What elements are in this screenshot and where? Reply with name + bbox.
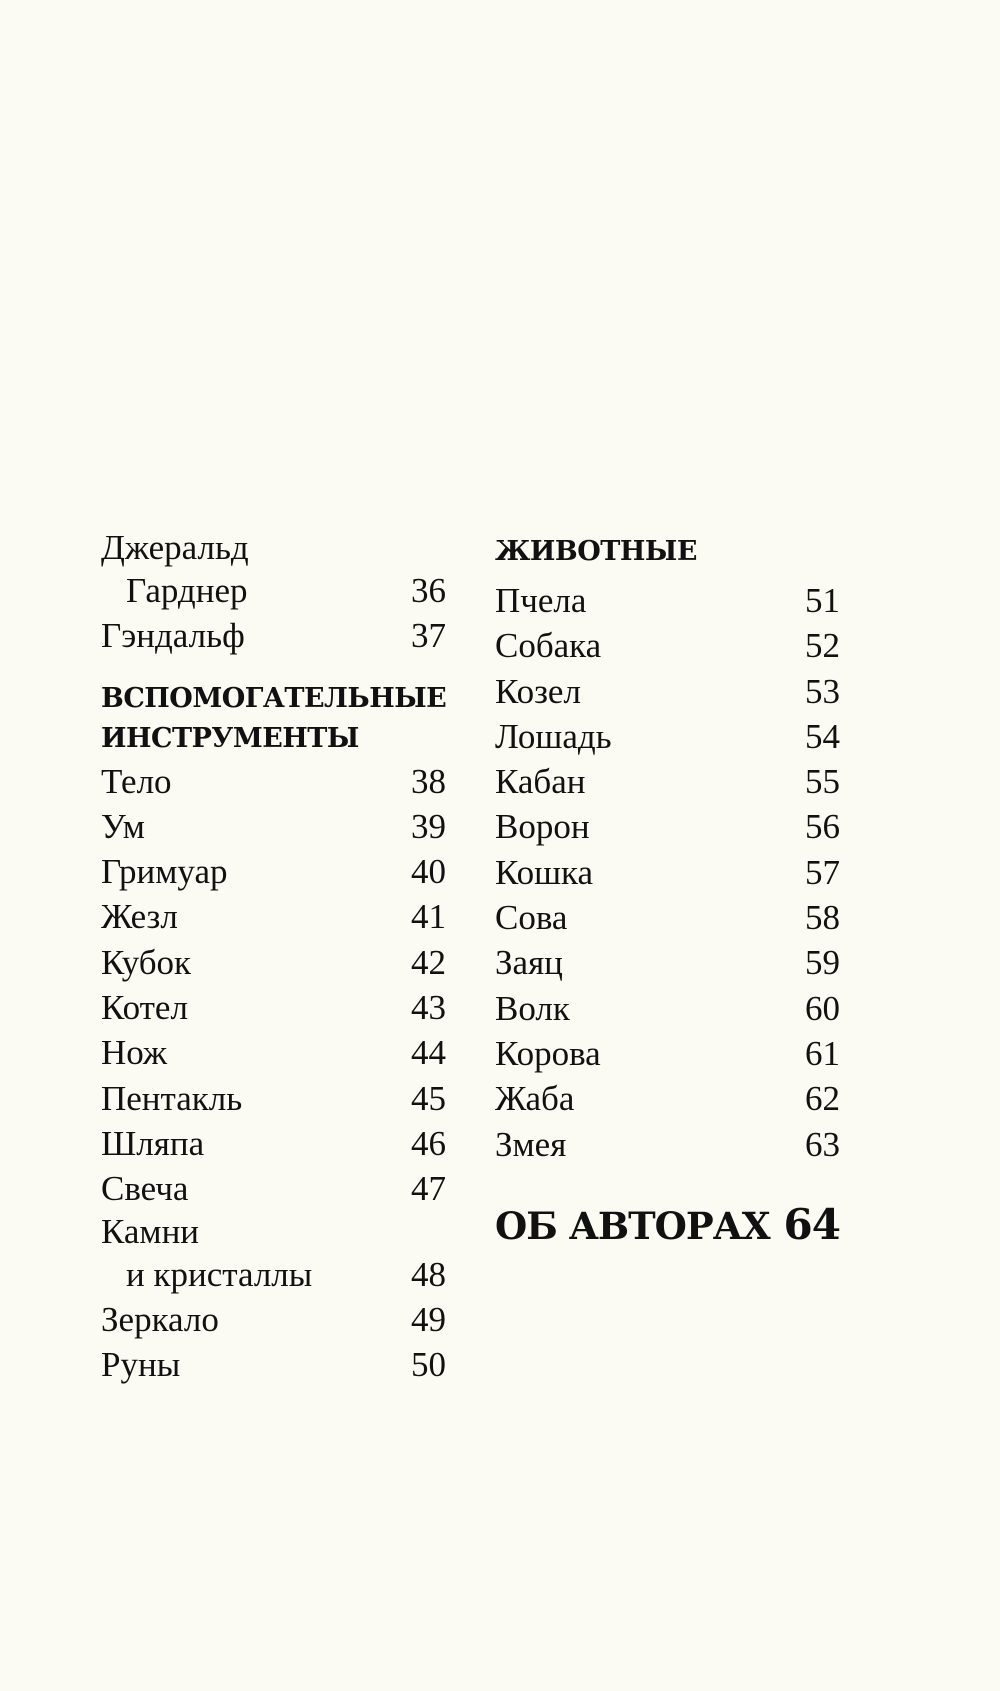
toc-entry[interactable] — [101, 1166, 446, 1211]
toc-entry[interactable] — [101, 1030, 446, 1075]
toc-entry-page: 58 — [805, 898, 840, 938]
toc-entry-title: Пентакль — [101, 1078, 243, 1118]
toc-entry-page: 47 — [411, 1169, 446, 1209]
toc-entry-title: Нож — [101, 1033, 168, 1073]
toc-entry-page: 55 — [805, 762, 840, 802]
toc-entry[interactable] — [101, 1121, 446, 1166]
toc-entry-title: Кошка — [495, 852, 594, 892]
toc-entry-title: Лошадь — [495, 716, 612, 756]
toc-entry-title: Ворон — [495, 807, 590, 847]
toc-entry[interactable] — [495, 578, 840, 623]
toc-entry-page: 42 — [411, 942, 446, 982]
toc-entry-title-line1: Камни — [101, 1211, 200, 1251]
toc-entry[interactable] — [495, 759, 840, 804]
toc-entry-page: 40 — [411, 852, 446, 892]
section-heading-line2: ИНСТРУМЕНТЫ — [101, 722, 359, 754]
toc-entry-title: Гэндальф — [101, 616, 245, 656]
toc-entry[interactable] — [495, 986, 840, 1031]
toc-entry-title: Жаба — [495, 1079, 575, 1119]
toc-entry-page: 44 — [411, 1033, 446, 1073]
toc-entry-page: 60 — [805, 988, 840, 1028]
toc-entry-page: 64 — [783, 1199, 840, 1249]
toc-entry-title-line1: Джеральд — [101, 528, 249, 567]
toc-entry-title: Котел — [101, 988, 188, 1028]
toc-entry[interactable] — [101, 940, 446, 985]
toc-entry-page: 63 — [805, 1124, 840, 1164]
toc-entry[interactable] — [101, 1342, 446, 1387]
toc-entry-page: 53 — [805, 671, 840, 711]
toc-left-column — [101, 528, 446, 1387]
toc-entry[interactable] — [495, 940, 840, 985]
toc-entry[interactable] — [495, 623, 840, 668]
toc-entry-page: 39 — [411, 806, 446, 846]
toc-right-column — [495, 528, 840, 1256]
toc-entry-title: Свеча — [101, 1169, 189, 1209]
toc-entry[interactable] — [101, 613, 446, 658]
toc-entry-title: Волк — [495, 988, 570, 1028]
toc-entry[interactable] — [101, 985, 446, 1030]
toc-entry-page: 57 — [805, 852, 840, 892]
toc-entry-title: Козел — [495, 671, 581, 711]
toc-entry[interactable] — [101, 849, 446, 894]
toc-entry-title: Змея — [495, 1124, 567, 1164]
toc-entry[interactable] — [495, 1031, 840, 1076]
toc-entry-page: 46 — [411, 1123, 446, 1163]
toc-entry[interactable] — [495, 669, 840, 714]
toc-entry[interactable] — [495, 1076, 840, 1121]
toc-entry-title: Пчела — [495, 581, 587, 620]
toc-entry-page: 59 — [805, 943, 840, 983]
toc-entry[interactable] — [495, 895, 840, 940]
toc-entry-page: 62 — [805, 1079, 840, 1119]
spacer — [101, 659, 446, 679]
toc-entry-title: Кабан — [495, 762, 586, 802]
toc-entry-page: 45 — [411, 1078, 446, 1118]
toc-entry-title: Руны — [101, 1345, 181, 1385]
toc-entry-page: 54 — [805, 716, 840, 756]
toc-entry-title: Собака — [495, 626, 602, 666]
toc-entry-page: 49 — [411, 1299, 446, 1339]
toc-entry-page: 48 — [411, 1254, 446, 1294]
section-heading-animals: ЖИВОТНЫЕ — [495, 536, 697, 567]
toc-entry-title: ОБ АВТОРАХ — [495, 1203, 770, 1248]
toc-entry-title: Сова — [495, 898, 568, 938]
toc-entry-title: Гримуар — [101, 852, 228, 892]
toc-entry[interactable] — [495, 1122, 840, 1167]
toc-entry[interactable] — [495, 804, 840, 849]
toc-entry-title: Кубок — [101, 942, 192, 982]
toc-entry[interactable] — [101, 804, 446, 849]
toc-entry-title: Зеркало — [101, 1299, 219, 1339]
toc-entry-page: 50 — [411, 1345, 446, 1385]
toc-entry-title: Заяц — [495, 943, 563, 983]
toc-entry-title: Корова — [495, 1033, 601, 1073]
section-heading-line1: ВСПОМОГАТЕЛЬНЫЕ — [101, 682, 447, 714]
toc-entry[interactable] — [101, 1076, 446, 1121]
toc-entry[interactable] — [101, 528, 446, 613]
toc-entry-page: 52 — [805, 626, 840, 666]
toc-entry-title: Ум — [101, 806, 145, 846]
toc-entry[interactable] — [101, 1212, 446, 1297]
toc-entry[interactable] — [101, 759, 446, 804]
toc-entry-title-line2: и кристаллы — [126, 1254, 313, 1294]
toc-entry-about-authors[interactable] — [495, 1195, 840, 1256]
toc-entry-page: 43 — [411, 988, 446, 1028]
toc-entry-page: 56 — [805, 807, 840, 847]
toc-entry-title: Жезл — [101, 897, 178, 937]
toc-entry-page: 38 — [411, 761, 446, 801]
toc-entry-page: 41 — [411, 897, 446, 937]
toc-entry-page: 51 — [805, 581, 840, 620]
toc-entry-title-line2: Гарднер — [126, 571, 248, 610]
toc-entry[interactable] — [101, 1297, 446, 1342]
toc-entry[interactable] — [495, 714, 840, 759]
section-heading-tools — [101, 679, 446, 759]
toc-entry-page: 36 — [411, 571, 446, 610]
toc-entry-page: 37 — [411, 616, 446, 656]
toc-entry[interactable] — [495, 850, 840, 895]
toc-entry-title: Тело — [101, 761, 172, 801]
toc-entry[interactable] — [101, 894, 446, 939]
toc-entry-page: 61 — [805, 1033, 840, 1073]
toc-entry-title: Шляпа — [101, 1123, 205, 1163]
